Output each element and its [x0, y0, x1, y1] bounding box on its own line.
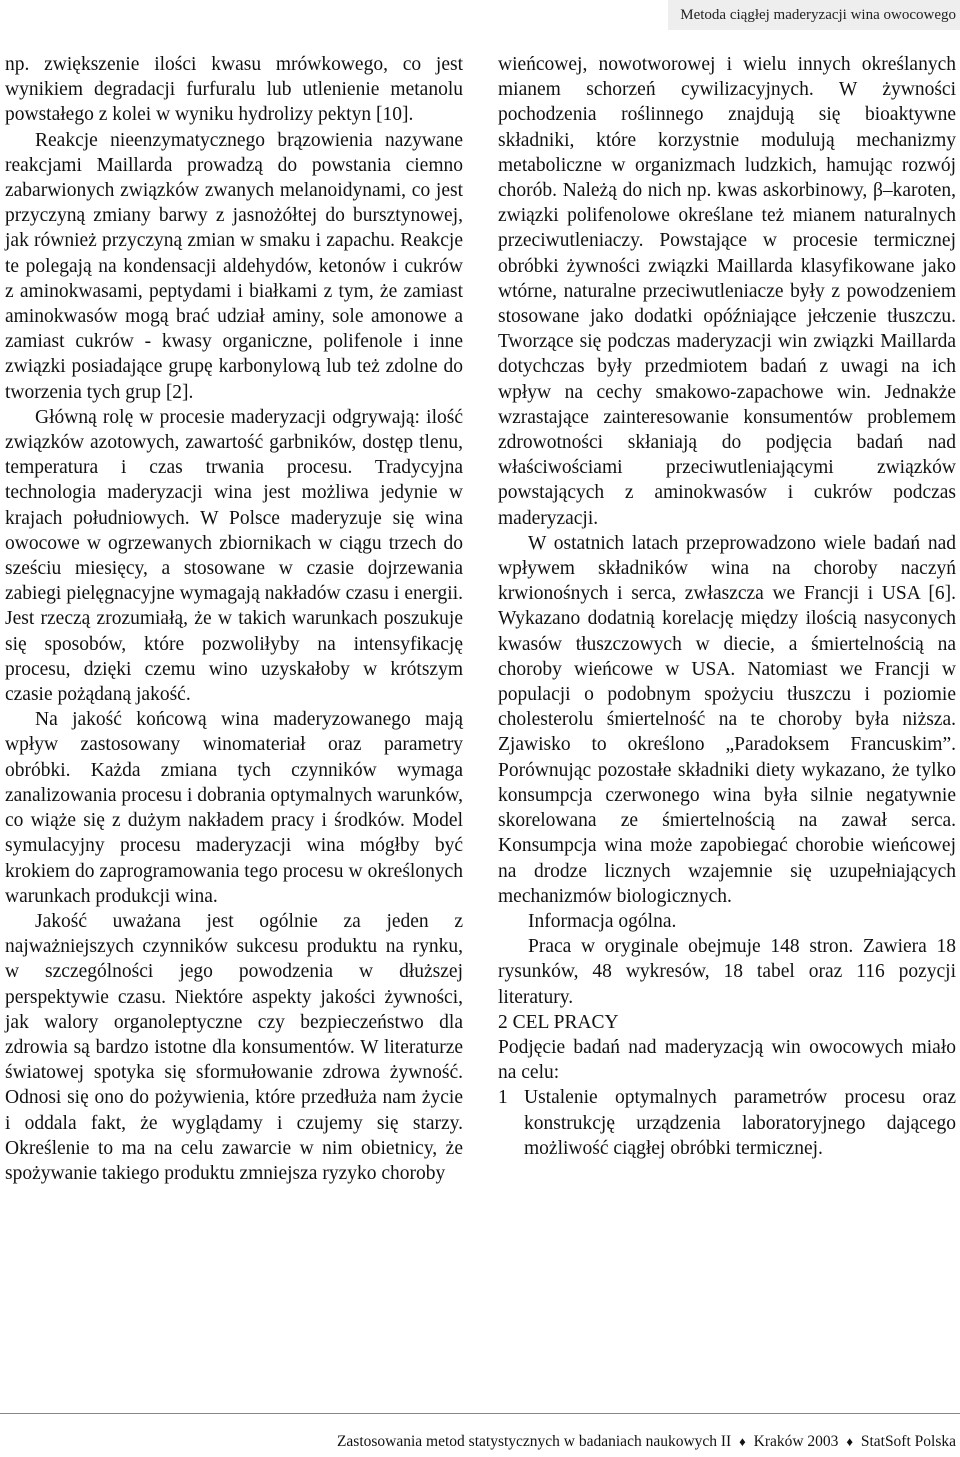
numbered-list [498, 1085, 956, 1161]
page-footer [337, 1432, 956, 1452]
running-header [668, 0, 960, 30]
footer-event: Zastosowania metod statystycznych w badaniach naukowych II [336, 1433, 732, 1450]
paragraph: W ostatnich latach przeprowadzono wiele badań nad wpływem składników wina na choroby naczyń krwionośnych i serca, zwłaszcza we Francji i USA [6]. Wykazano dodatnią korelację między ilością nasyconych kwasów tłuszczowych w diecie, a śmiertelnością na choroby wieńcowe w USA. Natomiast we Francji w populacji o podobnym spożyciu tłuszczu i poziomie cholesterolu śmiertelność na te choroby była niższa. Zjawisko to określono „Paradoksem Francuskim”. Porównując pozostałe składniki diety wykazano, że tylko konsumpcja czerwonego wina była silnie negatywnie skorelowana ze śmiertelnością na zawał serca. Konsumpcja wina może zapobiegać chorobie wieńcowej na drodze licznych wzajemnie się uzupełniających mechanizmów biologicznych. [498, 532, 956, 907]
paragraph: Informacja ogólna. [528, 910, 677, 932]
section-heading: 2 CEL PRACY [498, 1011, 619, 1033]
list-item [498, 1085, 956, 1161]
paragraph: wieńcowej, nowotworowej i wielu innych określanych mianem schorzeń cywilizacyjnych. W żywności pochodzenia roślinnego znajdują się bioaktywne składniki, które korzystnie modulują mechanizmy metaboliczne w organizmach ludzkich, hamując rozwój chorób. Należą do nich np. kwas askorbinowy, β–karoten, związki polifenolowe określane też mianem naturalnych przeciwutleniaczy. Powstające w procesie termicznej obróbki żywności związki Maillarda klasyfikowane jako wtórne, naturalne przeciwutleniacze były z powodzeniem stosowane jako dodatki opóźniające jełczenie tłuszczu. Tworzące się podczas maderyzacji win związki Maillarda dotychczas były przedmiotem badań z uwagi na ich wpływ na cechy smakowo-zapachowe win. Jednakże wzrastające zainteresowanie konsumentów problemem zdrowotności skłaniają do podjęcia badań nad właściwościami przeciwutleniającymi związków powstających z aminokwasów i cukrów podczas maderyzacji. [498, 54, 956, 529]
paragraph: Reakcje nieenzymatycznego brązowienia nazywane reakcjami Maillarda prowadzą do powstania ciemno zabarwionych związków zwanych melanoidynami, co jest przyczyną zmiany barwy z jasnożółtej do bursztynowej, jak również przyczyną zmian w smaku i zapachu. Reakcje te polegają na kondensacji aldehydów, ketonów i cukrów z aminokwasami, peptydami i białkami z tym, że zamiast aminokwasów mogą brać udział aminy, sole amonowe a zamiast cukrów - kwasy organiczne, polifenole i inne związki posiadające grupę karbonylową lub też zdolne do tworzenia tych grup [2]. [5, 129, 463, 403]
paragraph: Główną rolę w procesie maderyzacji odgrywają: ilość związków azotowych, zawartość garbników, dostęp tlenu, temperatura i czas trwania procesu. Tradycyjna technologia maderyzacji wina jest możliwa jedynie w krajach południowych. W Polsce maderyzuje się wina owocowe w ogrzewanych zbiornikach w ciągu trzech do sześciu miesięcy, a stosowane w czasie dojrzewania zabiegi pielęgnacyjne wymagają nakładów czasu i energii. Jest rzeczą zrozumiałą, że w takich warunkach poszukuje się sposobów, które pozwoliłyby na intensyfikację procesu, dzięki czemu wino uzyskałoby w krótszym czasie pożądaną jakość. [5, 406, 463, 706]
running-title: Metoda ciągłej maderyzacji wina owocowego [680, 7, 956, 23]
diamond-separator-icon: ♦ [739, 1434, 746, 1449]
footer-company: StatSoft Polska [860, 1433, 956, 1450]
section-intro: Podjęcie badań nad maderyzacją win owocowych miało na celu: [498, 1036, 956, 1084]
paragraph: Jakość uważana jest ogólnie za jeden z najważniejszych czynników sukcesu produktu na rynku, w szczególności jego powodzenia w dłuższej perspektywie czasu. Niektóre aspekty jakości żywności, jak walory organoleptyczne czy bezpieczeństwo dla zdrowia są bardzo istotne dla konsumentów. W literaturze światowej spotyka się sformułowanie zdrowa żywność. Odnosi się ono do pożywienia, które przedłuża nam życie i oddala fakt, że wyglądamy i czujemy się starzy. Określenie to ma na celu zawarcie w nim obietnicy, że spożywanie takiego produktu zmniejsza ryzyko choroby [5, 910, 463, 1184]
left-column [5, 52, 463, 1186]
list-item-text: Ustalenie optymalnych parametrów procesu oraz konstrukcję urządzenia laboratoryjnego dającego możliwość ciągłej obróbki termicznej. [524, 1087, 956, 1159]
list-item-number: 1 [498, 1087, 508, 1109]
paragraph: np. zwiększenie ilości kwasu mrówkowego, co jest wynikiem degradacji furfuralu lub utlenienie metanolu powstałego z kolei w wyniku hydrolizy pektyn [10]. [5, 54, 463, 126]
paragraph: Na jakość końcową wina maderyzowanego mają wpływ zastosowany winomateriał oraz parametry obróbki. Każda zmiana tych czynników wymaga zanalizowania procesu i dobrania optymalnych warunków, co wiąże się z dużym nakładem pracy i środków. Model symulacyjny procesu maderyzacji wina mógłby być krokiem do zaprogramowania tego procesu w określonych warunkach produkcji wina. [5, 709, 463, 907]
footer-divider [0, 1413, 960, 1414]
footer-location-year: Kraków 2003 [753, 1433, 839, 1450]
diamond-separator-icon: ♦ [846, 1434, 853, 1449]
right-column [498, 52, 956, 1161]
paragraph: Praca w oryginale obejmuje 148 stron. Zawiera 18 rysunków, 48 wykresów, 18 tabel oraz 116 pozycji literatury. [498, 936, 956, 1008]
